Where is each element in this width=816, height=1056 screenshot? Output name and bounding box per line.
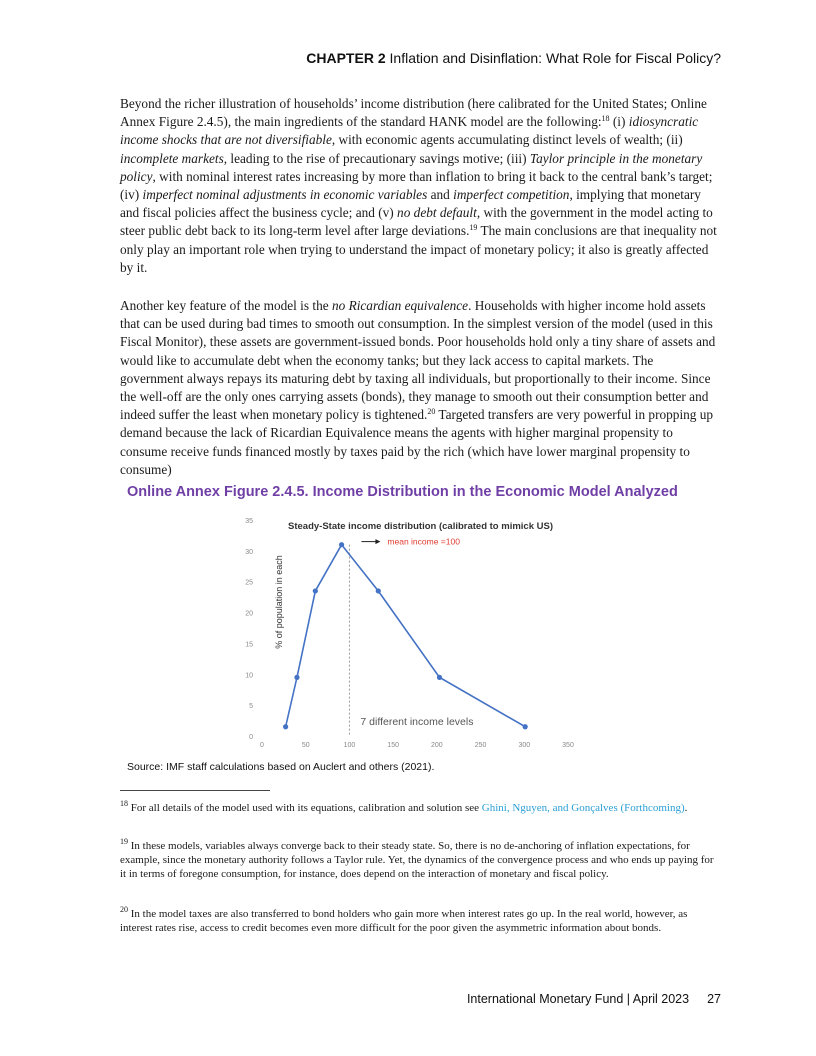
y-tick-label: 25 <box>245 579 253 587</box>
y-axis <box>245 518 253 741</box>
series-line <box>286 545 526 727</box>
x-tick-label: 150 <box>387 742 399 749</box>
data-point <box>376 588 381 593</box>
y-tick-label: 10 <box>245 672 253 680</box>
x-tick-label: 200 <box>431 742 443 749</box>
data-points <box>283 542 528 729</box>
footnote-ref-18[interactable]: 18 <box>601 114 610 124</box>
y-tick-label: 0 <box>249 734 253 741</box>
running-header <box>306 50 721 66</box>
footer-publisher: International Monetary Fund | April 2023 <box>466 992 690 1006</box>
data-point <box>283 724 288 729</box>
y-tick-label: 35 <box>245 518 253 525</box>
page-number: 27 <box>707 992 721 1006</box>
y-tick-label: 20 <box>245 610 253 618</box>
chapter-label: CHAPTER 2 <box>306 50 386 66</box>
y-tick-label: 30 <box>245 548 253 556</box>
footnote-18-link[interactable]: Ghini, Nguyen, and Gonçalves (Forthcoming) <box>481 802 685 814</box>
mean-income-label: mean income =100 <box>387 536 460 547</box>
body-paragraph-2: Another key feature of the model is the no Ricardian equivalence. Households with higher income hold assets that can be used during bad times to smooth out consumption. In the simplest version of the model (used in this Fiscal Monitor), these assets are government-issued bonds. Poor households hold only a tiny share of assets and would like to accumulate debt when the economy tanks; but they lack access to capital markets. The government always repays its maturing debt by taxing all individuals, but proportionally to their income. Since the well-off are the only ones carrying assets (bonds), they manage to smooth out their consumption better and indeed suffer the least when monetary policy is tightened.$^{20}$ Targeted transfers are very powerful in propping up demand because the lack of Ricardian Equivalence means the agents with higher marginal propensity to consume receive funds financed mostly by taxes paid by the rich (which have lower marginal propensity to consume) <box>120 298 716 477</box>
page-footer <box>467 992 721 1006</box>
x-tick-label: 350 <box>562 742 574 749</box>
data-point <box>437 675 442 680</box>
y-axis-label: % of population in each <box>274 555 284 649</box>
mean-arrowhead <box>375 539 380 544</box>
x-tick-label: 0 <box>260 742 264 749</box>
data-point <box>313 588 318 593</box>
chart-title: Steady-State income distribution (calibrated to mimick US) <box>288 521 553 532</box>
body-paragraph-1: Beyond the richer illustration of households’ income distribution (here calibrated for the United States; Online Annex Figure 2.4.5), the main ingredients of the standard HANK model are the following:$^{18}$ (i) idiosyncratic income shocks that are not diversifiable, with economic agents accumulating distinct levels of wealth; (ii) incomplete markets, leading to the rise of precautionary savings motive; (iii) Taylor principle in the monetary policy, with nominal interest rates increasing by more than inflation to bring it back to the central bank’s target; (iv) imperfect nominal adjustments in economic variables and imperfect competition, implying that monetary and fiscal policies affect the business cycle; and (v) no debt default, with the government in the model acting to steer public debt back to its long-term level after large deviations.$^{19}$ The main conclusions are that inequality not only play an important role when trying to understand the impact of monetary policy; it also is greatly affected by it. <box>120 96 717 275</box>
data-point <box>523 724 528 729</box>
income-distribution-chart <box>225 510 585 755</box>
footnote-18: $^{18}$ For all details of the model used with its equations, calibration and solution see Ghini, Nguyen, and Gonçalves (Forthcoming). <box>120 799 688 814</box>
data-point <box>294 675 299 680</box>
x-tick-label: 250 <box>474 742 487 749</box>
x-axis <box>260 742 574 749</box>
x-tick-label: 100 <box>343 742 356 749</box>
footnote-ref-19[interactable]: 19 <box>469 223 478 233</box>
footnote-ref-20[interactable]: 20 <box>427 407 436 417</box>
x-tick-label: 50 <box>301 742 310 749</box>
income-levels-label: 7 different income levels <box>360 715 474 728</box>
data-point <box>339 542 344 547</box>
figure-title: Online Annex Figure 2.4.5. Income Distribution in the Economic Model Analyzed <box>127 484 678 500</box>
x-tick-label: 300 <box>518 742 531 749</box>
chapter-title: Inflation and Disinflation: What Role for Fiscal Policy? <box>389 50 721 66</box>
footnote-19: $^{19}$ In these models, variables always converge back to their steady state. So, there is no de-anchoring of inflation expectations, for example, since the monetary authority follows a Taylor rule. Yet, the dynamics of the convergence process and who ends up paying for it in terms of foregone consumption, for instance, does depend on the interaction of monetary and fiscal policy. <box>120 837 714 880</box>
footnote-20: $^{20}$ In the model taxes are also transferred to bond holders who gain more when interest rates go up. In the real world, however, as interest rates rise, access to credit becomes even more difficult for the poor given the asymmetric information about bonds. <box>120 905 688 934</box>
y-tick-label: 5 <box>249 703 253 711</box>
figure-source: Source: IMF staff calculations based on Auclert and others (2021). <box>127 761 435 773</box>
footnote-divider <box>120 790 270 791</box>
y-tick-label: 15 <box>245 641 253 649</box>
